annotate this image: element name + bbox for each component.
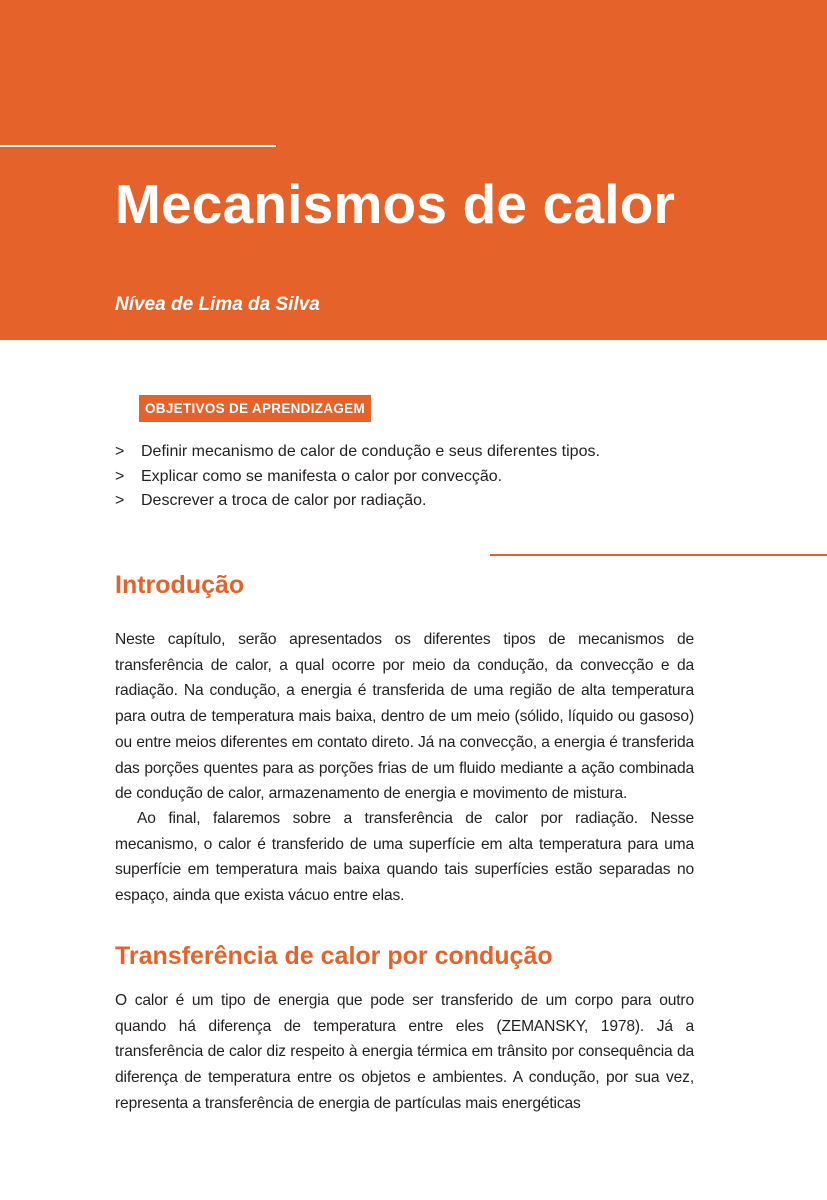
objective-text: Explicar como se manifesta o calor por convecção.: [141, 467, 503, 485]
intro-heading: Introdução: [115, 571, 245, 599]
bullet-chevron-icon: >: [115, 492, 125, 509]
intro-paragraph-2-text: Ao final, falaremos sobre a transferência de calor por radiação. Nesse mecanismo, o calor é transferido de uma superfície em alta temperatura para uma superfície em temperatura mais baixa quando tais superfícies estão separadas no espaço, ainda que exista vácuo entre elas.: [115, 810, 694, 905]
objectives-label: OBJETIVOS DE APRENDIZAGEM: [139, 395, 371, 422]
objective-text: Definir mecanismo de calor de condução e seus diferentes tipos.: [141, 443, 600, 460]
author-name: Nívea de Lima da Silva: [115, 294, 320, 315]
banner-divider: [0, 145, 276, 147]
intro-paragraph-2: [115, 806, 694, 909]
conduction-heading: Transferência de calor por condução: [115, 942, 553, 970]
bullet-chevron-icon: >: [115, 467, 125, 485]
chapter-title: Mecanismos de calor: [115, 173, 676, 235]
chapter-banner: [0, 0, 827, 340]
section-divider: [490, 554, 827, 556]
objective-text: Descrever a troca de calor por radiação.: [141, 492, 427, 509]
bullet-chevron-icon: >: [115, 443, 125, 460]
conduction-paragraph: O calor é um tipo de energia que pode ser transferido de um corpo para outro quando há diferença de temperatura entre eles (ZEMANSKY, 1978). Já a transferência de calor diz respeito à energia térmica em trânsito por consequência da diferença de temperatura entre os objetos e ambientes. A condução, por sua vez, representa a transferência de energia de partículas mais energéticas: [115, 992, 694, 1112]
intro-paragraph: Neste capítulo, serão apresentados os diferentes tipos de mecanismos de transferência de calor, a qual ocorre por meio da condução, da convecção e da radiação. Na condução, a energia é transferida de uma região de alta temperatura para outra de temperatura mais baixa, dentro de um meio (sólido, líquido ou gasoso) ou entre meios diferentes em contato direto. Já na convecção, a energia é transferida das porções quentes para as porções frias de um fluido mediante a ação combinada de condução de calor, armazenamento de energia e movimento de mistura.: [115, 631, 694, 803]
